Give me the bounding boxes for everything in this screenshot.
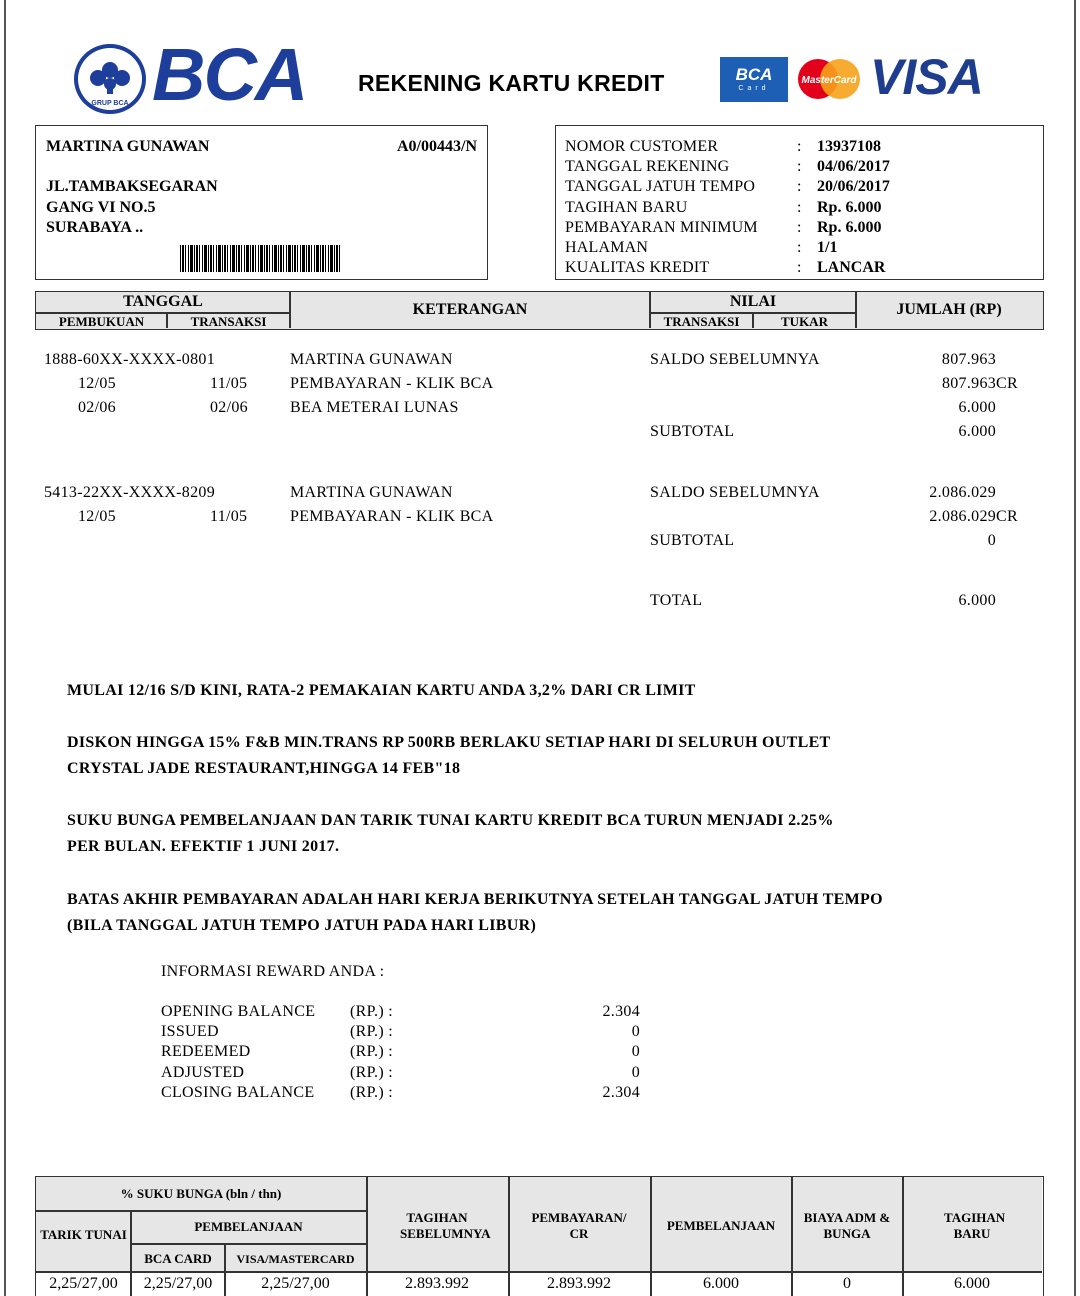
info-value: 20/06/2017	[817, 178, 890, 195]
card-1-subtotal-label: SUBTOTAL	[650, 423, 735, 440]
notice-usage: MULAI 12/16 S/D KINI, RATA-2 PEMAKAIAN KARTU ANDA 3,2% DARI CR LIMIT	[67, 682, 696, 699]
address-line-2: GANG VI NO.5	[46, 199, 156, 216]
notice-interest-1: SUKU BUNGA PEMBELANJAAN DAN TARIK TUNAI KARTU KREDIT BCA TURUN MENJADI 2.25%	[67, 812, 834, 829]
reward-value: 2.304	[602, 1003, 640, 1020]
info-colon: :	[797, 219, 802, 236]
card-1-row-2-keterangan: BEA METERAI LUNAS	[290, 399, 459, 416]
bca-card-logo-text: BCA	[735, 65, 773, 84]
reward-value: 0	[631, 1023, 640, 1040]
info-label: NOMOR CUSTOMER	[565, 138, 719, 155]
th-nilai: NILAI	[729, 293, 777, 310]
info-row-tanggal-rekening	[565, 158, 1035, 178]
card-2-row-1-pembukuan: 12/05	[78, 508, 116, 525]
bca-card-logo-sub: Card	[738, 85, 770, 92]
logo-ring-text: GRUP BCA	[91, 100, 129, 107]
val-visa-mastercard: 2,25/27,00	[261, 1275, 330, 1292]
card-2-row-1-jumlah: 2.086.029CR	[929, 508, 1018, 525]
th-keterangan: KETERANGAN	[412, 301, 528, 318]
divider	[752, 312, 754, 328]
card-1-saldo-label: SALDO SEBELUMNYA	[650, 351, 820, 368]
info-colon: :	[797, 158, 802, 175]
info-label: TAGIHAN BARU	[565, 199, 688, 216]
customer-code: A0/00443/N	[397, 138, 477, 155]
summary-table	[35, 1176, 1044, 1296]
card-1-subtotal: 6.000	[958, 423, 996, 440]
card-2-saldo: 2.086.029	[929, 484, 996, 501]
th-pembayaran-cr: PEMBAYARAN/ CR	[531, 1210, 627, 1241]
info-row-halaman	[565, 239, 1035, 259]
th-biaya-adm: BIAYA ADM & BUNGA	[803, 1210, 891, 1241]
card-1-row-1-jumlah: 807.963CR	[941, 375, 1018, 392]
card-1-saldo: 807.963	[941, 351, 996, 368]
bca-card-logo	[720, 57, 788, 102]
card-2-row-1-keterangan: PEMBAYARAN - KLIK BCA	[290, 508, 494, 525]
reward-label: OPENING BALANCE	[161, 1003, 316, 1020]
divider	[649, 292, 651, 328]
reward-unit: (RP.) :	[350, 1084, 393, 1101]
info-row-tagihan-baru	[565, 199, 1035, 219]
reward-label: ADJUSTED	[161, 1064, 245, 1081]
th-pembelanjaan: PEMBELANJAAN	[194, 1219, 303, 1234]
th-tagihan-sebelumnya: TAGIHAN SEBELUMNYA	[400, 1210, 491, 1241]
val-bca-card: 2,25/27,00	[143, 1275, 213, 1292]
card-1-holder: MARTINA GUNAWAN	[290, 351, 453, 368]
info-colon: :	[797, 199, 802, 216]
val-pembayaran-cr: 2.893.992	[547, 1275, 611, 1292]
th-tarik-tunai: TARIK TUNAI	[40, 1227, 127, 1242]
card-2-subtotal-label: SUBTOTAL	[650, 532, 735, 549]
info-colon: :	[797, 178, 802, 195]
val-pembelanjaan: 6.000	[703, 1275, 739, 1292]
info-value: Rp. 6.000	[817, 219, 882, 236]
th-suku-bunga: % SUKU BUNGA (bln / thn)	[120, 1186, 282, 1201]
divider	[166, 312, 168, 328]
notice-interest-2: PER BULAN. EFEKTIF 1 JUNI 2017.	[67, 838, 340, 855]
total-label: TOTAL	[650, 592, 703, 609]
reward-value: 0	[631, 1043, 640, 1060]
divider	[650, 312, 856, 314]
document-title: REKENING KARTU KREDIT	[358, 70, 665, 96]
th-visa-mastercard: VISA/MASTERCARD	[236, 1252, 355, 1266]
th-tanggal: TANGGAL	[123, 293, 203, 310]
th-transaksi: TRANSAKSI	[190, 314, 267, 329]
info-value: Rp. 6.000	[817, 199, 882, 216]
bca-logo-emblem	[74, 44, 146, 114]
reward-value: 0	[631, 1064, 640, 1081]
reward-title: INFORMASI REWARD ANDA :	[161, 963, 385, 980]
th-tagihan-baru: TAGIHAN BARU	[944, 1210, 1006, 1241]
card-2-holder: MARTINA GUNAWAN	[290, 484, 453, 501]
card-1-row-2-jumlah: 6.000	[958, 399, 996, 416]
visa-logo: VISA	[870, 49, 983, 105]
mastercard-logo-icon	[796, 58, 862, 100]
th-pembelanjaan-col: PEMBELANJAAN	[666, 1218, 776, 1233]
reward-unit: (RP.) :	[350, 1064, 393, 1081]
divider	[36, 1271, 1042, 1273]
address-line-1: JL.TAMBAKSEGARAN	[46, 178, 218, 195]
th-bca-card: BCA CARD	[144, 1251, 212, 1266]
info-row-kualitas-kredit	[565, 259, 1035, 279]
notice-deadline-1: BATAS AKHIR PEMBAYARAN ADALAH HARI KERJA BERIKUTNYA SETELAH TANGGAL JATUH TEMPO	[67, 891, 883, 908]
val-tarik-tunai: 2,25/27,00	[49, 1275, 118, 1292]
card-1-row-1-pembukuan: 12/05	[78, 375, 116, 392]
th-jumlah: JUMLAH (RP)	[896, 301, 1002, 318]
info-label: TANGGAL JATUH TEMPO	[565, 178, 756, 195]
info-colon: :	[797, 239, 802, 256]
reward-unit: (RP.) :	[350, 1043, 393, 1060]
card-1-number: 1888-60XX-XXXX-0801	[44, 351, 216, 368]
divider	[289, 292, 291, 328]
bca-logo-word: BCA	[152, 33, 307, 116]
info-value: LANCAR	[817, 259, 886, 276]
info-label: HALAMAN	[565, 239, 649, 256]
info-colon: :	[797, 259, 802, 276]
info-row-pembayaran-minimum	[565, 219, 1035, 239]
card-1-row-2-pembukuan: 02/06	[78, 399, 116, 416]
divider	[36, 1210, 366, 1212]
info-value: 13937108	[817, 138, 881, 155]
divider	[855, 292, 857, 328]
reward-label: REDEEMED	[161, 1043, 251, 1060]
card-1-row-1-transaksi: 11/05	[210, 375, 248, 392]
reward-label: ISSUED	[161, 1023, 219, 1040]
mastercard-logo-text: MasterCard	[801, 75, 857, 86]
info-row-nomor-customer	[565, 138, 1035, 158]
total-value: 6.000	[958, 592, 996, 609]
info-label: PEMBAYARAN MINIMUM	[565, 219, 758, 236]
card-2-saldo-label: SALDO SEBELUMNYA	[650, 484, 820, 501]
card-1-row-2-transaksi: 02/06	[210, 399, 248, 416]
notice-discount-1: DISKON HINGGA 15% F&B MIN.TRANS RP 500RB BERLAKU SETIAP HARI DI SELURUH OUTLET	[67, 734, 831, 751]
notice-discount-2: CRYSTAL JADE RESTAURANT,HINGGA 14 FEB"18	[67, 760, 461, 777]
address-line-3: SURABAYA ..	[46, 219, 144, 236]
reward-label: CLOSING BALANCE	[161, 1084, 315, 1101]
val-biaya-adm: 0	[843, 1275, 851, 1292]
reward-value: 2.304	[602, 1084, 640, 1101]
customer-name: MARTINA GUNAWAN	[46, 138, 210, 155]
account-info-box	[555, 125, 1044, 280]
card-2-number: 5413-22XX-XXXX-8209	[44, 484, 216, 501]
th-tukar: TUKAR	[781, 314, 828, 329]
divider	[36, 312, 290, 314]
th-nilai-transaksi: TRANSAKSI	[663, 314, 740, 329]
reward-unit: (RP.) :	[350, 1023, 393, 1040]
card-2-row-1-transaksi: 11/05	[210, 508, 248, 525]
info-value: 04/06/2017	[817, 158, 890, 175]
info-colon: :	[797, 138, 802, 155]
card-1-row-1-keterangan: PEMBAYARAN - KLIK BCA	[290, 375, 494, 392]
reward-unit: (RP.) :	[350, 1003, 393, 1020]
barcode	[180, 245, 342, 272]
val-tagihan-baru: 6.000	[954, 1275, 990, 1292]
val-tagihan-sebelumnya: 2.893.992	[405, 1275, 469, 1292]
card-2-subtotal: 0	[987, 532, 996, 549]
info-label: KUALITAS KREDIT	[565, 259, 710, 276]
divider	[131, 1243, 366, 1245]
info-label: TANGGAL REKENING	[565, 158, 730, 175]
info-value: 1/1	[817, 239, 838, 256]
th-pembukuan: PEMBUKUAN	[58, 314, 145, 329]
bca-emblem-icon	[78, 48, 142, 110]
notice-deadline-2: (BILA TANGGAL JATUH TEMPO JATUH PADA HARI LIBUR)	[67, 917, 537, 934]
transaction-table-header	[35, 291, 1044, 330]
info-row-jatuh-tempo	[565, 178, 1035, 198]
